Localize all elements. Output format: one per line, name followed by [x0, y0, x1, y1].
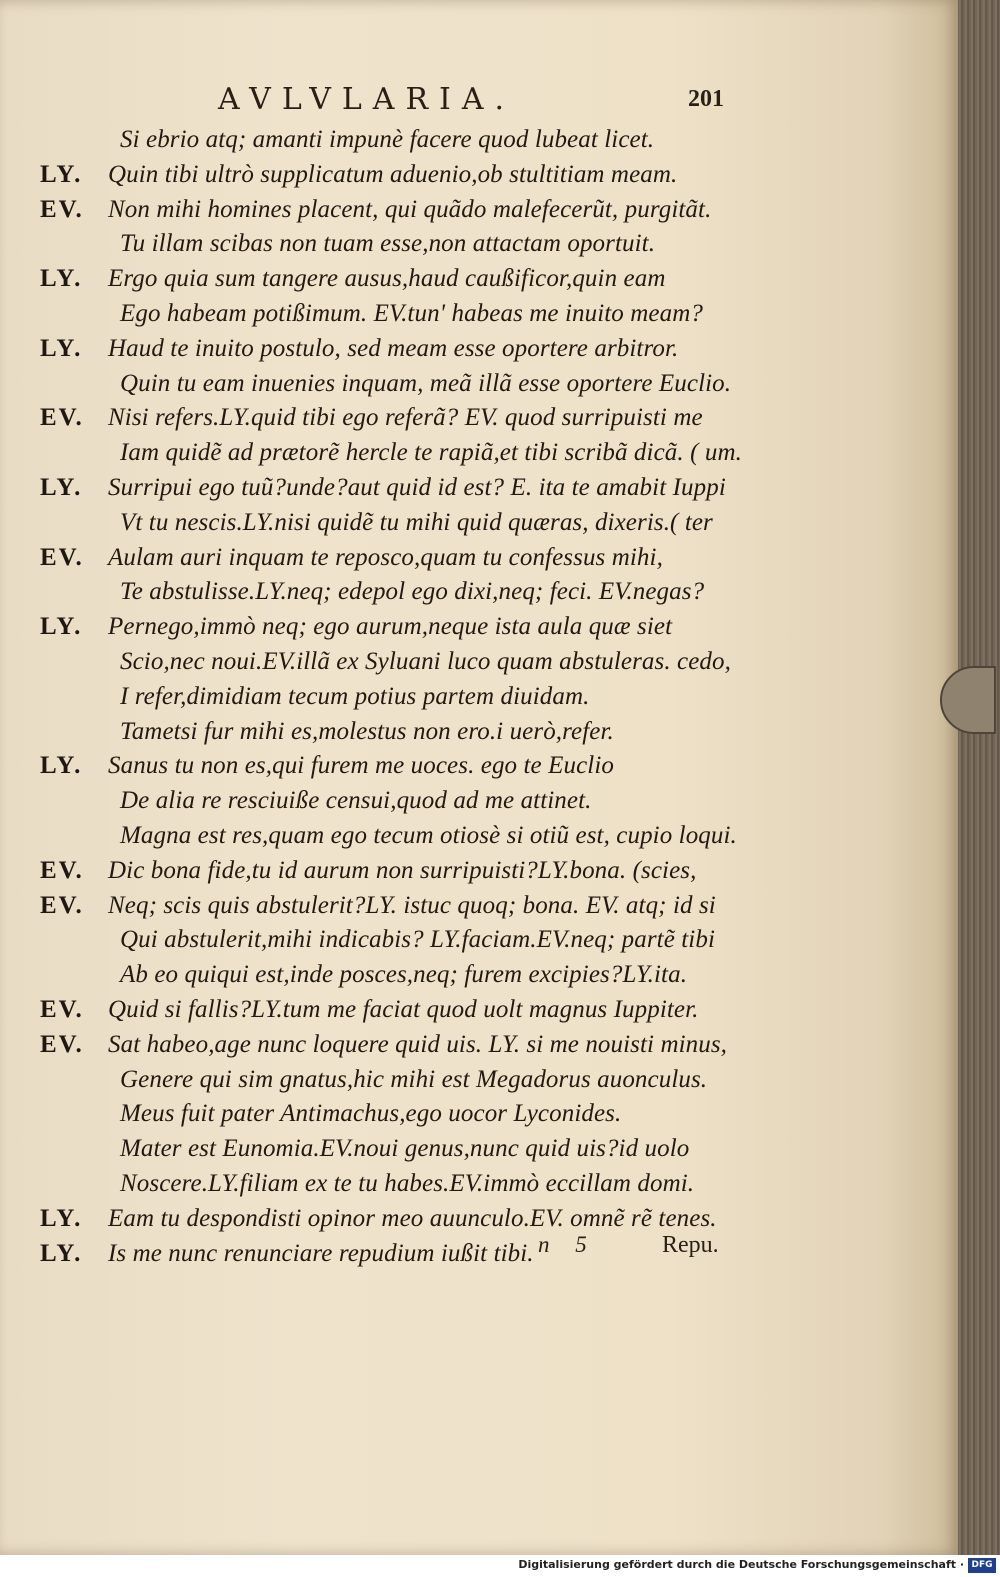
verse-text: Si ebrio atq; amanti impunè facere quod lubeat licet.	[120, 126, 655, 153]
page-footer	[0, 1232, 958, 1272]
funding-credit: Digitalisierung gefördert durch die Deutsche Forschungsgemeinschaft ·	[518, 1558, 964, 1571]
text-line	[40, 996, 760, 1031]
verse-text: Quin tibi ultrò supplicatum aduenio,ob stultitiam meam.	[108, 160, 678, 188]
text-line	[40, 1066, 760, 1101]
verse-text: Quid si fallis?LY.tum me faciat quod uolt magnus Iuppiter.	[108, 995, 699, 1023]
verse-text: Te abstulisse.LY.neq; edepol ego dixi,neq; feci. EV.negas?	[120, 578, 705, 606]
speaker-label: LY.	[40, 752, 83, 780]
text-line	[40, 265, 760, 300]
verse-text: Haud te inuito postulo, sed meam esse oportere arbitror.	[108, 334, 679, 362]
text-line	[40, 509, 760, 544]
speaker-label: EV.	[40, 1030, 84, 1058]
speaker-label: LY.	[40, 1239, 83, 1267]
verse-text: Ab eo quiqui est,inde posces,neq; furem excipies?LY.ita.	[120, 961, 688, 989]
text-line	[40, 857, 760, 892]
speaker-label: LY.	[40, 265, 83, 293]
text-line	[40, 1170, 760, 1205]
speaker-label: LY.	[40, 1204, 83, 1232]
text-line	[40, 787, 760, 822]
text-line	[40, 439, 760, 474]
text-line	[40, 613, 760, 648]
text-line	[40, 892, 760, 927]
text-line	[40, 752, 760, 787]
text-line	[40, 1031, 760, 1066]
text-line	[40, 683, 760, 718]
verse-text: Dic bona fide,tu id aurum non surripuisti?LY.bona. (scies,	[108, 856, 697, 884]
running-title: AVLVLARIA.	[218, 82, 516, 117]
verse-text: Tu illam scibas non tuam esse,non attactam oportuit.	[120, 230, 656, 258]
verse-text: Eam tu despondisti opinor meo auunculo.EV. omnẽ rẽ tenes.	[108, 1204, 717, 1232]
catchword: Repu.	[662, 1232, 719, 1258]
running-head	[0, 82, 958, 122]
verse-text: Nisi refers.LY.quid tibi ego referã? EV. quod surripuisti me	[108, 404, 703, 432]
speaker-label: EV.	[40, 404, 84, 432]
verse-text: Neq; scis quis abstulerit?LY. istuc quoq; bona. EV. atq; id si	[108, 891, 716, 919]
text-line	[40, 370, 760, 405]
page-number: 201	[688, 86, 724, 112]
speaker-label: LY.	[40, 613, 83, 641]
verse-text: Mater est Eunomia.EV.noui genus,nunc quid uis?id uolo	[120, 1135, 690, 1163]
verse-text: Scio,nec noui.EV.illã ex Syluani luco quam abstuleras. cedo,	[120, 647, 731, 675]
verse-text: De alia re resciuiße censui,quod ad me attinet.	[120, 787, 592, 815]
speaker-label: EV.	[40, 856, 84, 884]
text-line	[40, 404, 760, 439]
speaker-label: EV.	[40, 195, 84, 223]
credit-bar	[0, 1555, 1000, 1577]
speaker-label: EV.	[40, 543, 84, 571]
verse-text: Surripui ego tuũ?unde?aut quid id est? E. ita te amabit Iuppi	[108, 473, 726, 501]
dfg-logo: DFG	[968, 1558, 996, 1573]
page-edges	[958, 0, 1000, 1555]
speaker-label: LY.	[40, 160, 83, 188]
text-line	[40, 161, 760, 196]
play-text	[40, 126, 760, 1274]
verse-text: I refer,dimidiam tecum potius partem diuidam.	[120, 682, 590, 710]
verse-text: Meus fuit pater Antimachus,ego uocor Lyconides.	[120, 1100, 622, 1128]
verse-text: Qui abstulerit,mihi indicabis? LY.faciam.EV.neq; partẽ tibi	[120, 926, 715, 954]
text-line	[40, 335, 760, 370]
verse-text: Genere qui sim gnatus,hic mihi est Megadorus auonculus.	[120, 1065, 708, 1093]
text-line	[40, 822, 760, 857]
speaker-label: LY.	[40, 473, 83, 501]
verse-text: Iam quidẽ ad prætorẽ hercle te rapiã,et tibi scribã dicã. ( um.	[120, 439, 742, 467]
text-line	[40, 544, 760, 579]
verse-text: Vt tu nescis.LY.nisi quidẽ tu mihi quid quæras, dixeris.( ter	[120, 508, 713, 536]
verse-text: Sanus tu non es,qui furem me uoces. ego te Euclio	[108, 752, 614, 780]
text-line	[40, 926, 760, 961]
text-line	[40, 718, 760, 753]
text-line	[40, 961, 760, 996]
verse-text: Pernego,immò neq; ego aurum,neque ista aula quæ siet	[108, 613, 673, 641]
text-line	[40, 300, 760, 335]
text-line	[40, 578, 760, 613]
verse-text: Is me nunc renunciare repudium iußit tibi.	[108, 1239, 534, 1267]
speaker-label: EV.	[40, 891, 84, 919]
text-line	[40, 648, 760, 683]
text-line	[40, 196, 760, 231]
verse-text: Ergo quia sum tangere ausus,haud caußificor,quin eam	[108, 265, 666, 293]
verse-text: Sat habeo,age nunc loquere quid uis. LY. si me nouisti minus,	[108, 1030, 728, 1058]
verse-text: Quin tu eam inuenies inquam, meã illã esse oportere Euclio.	[120, 369, 732, 397]
signature-mark: n 5	[538, 1232, 597, 1257]
speaker-label: EV.	[40, 995, 84, 1023]
verse-text: Tametsi fur mihi es,molestus non ero.i uerò,refer.	[120, 717, 614, 745]
speaker-label: LY.	[40, 334, 83, 362]
text-line	[40, 474, 760, 509]
verse-text: Aulam auri inquam te reposco,quam tu confessus mihi,	[108, 543, 663, 571]
verse-text: Non mihi homines placent, qui quãdo malefecerũt, purgitãt.	[108, 195, 712, 223]
text-line	[40, 1100, 760, 1135]
verse-text: Ego habeam potißimum. EV.tun' habeas me inuito meam?	[120, 299, 703, 327]
text-line	[40, 1135, 760, 1170]
text-line	[40, 230, 760, 265]
verse-text: Noscere.LY.filiam ex te tu habes.EV.immò eccillam domi.	[120, 1169, 695, 1197]
text-line	[40, 126, 760, 161]
verse-text: Magna est res,quam ego tecum otiosè si otiũ est, cupio loqui.	[120, 821, 737, 849]
